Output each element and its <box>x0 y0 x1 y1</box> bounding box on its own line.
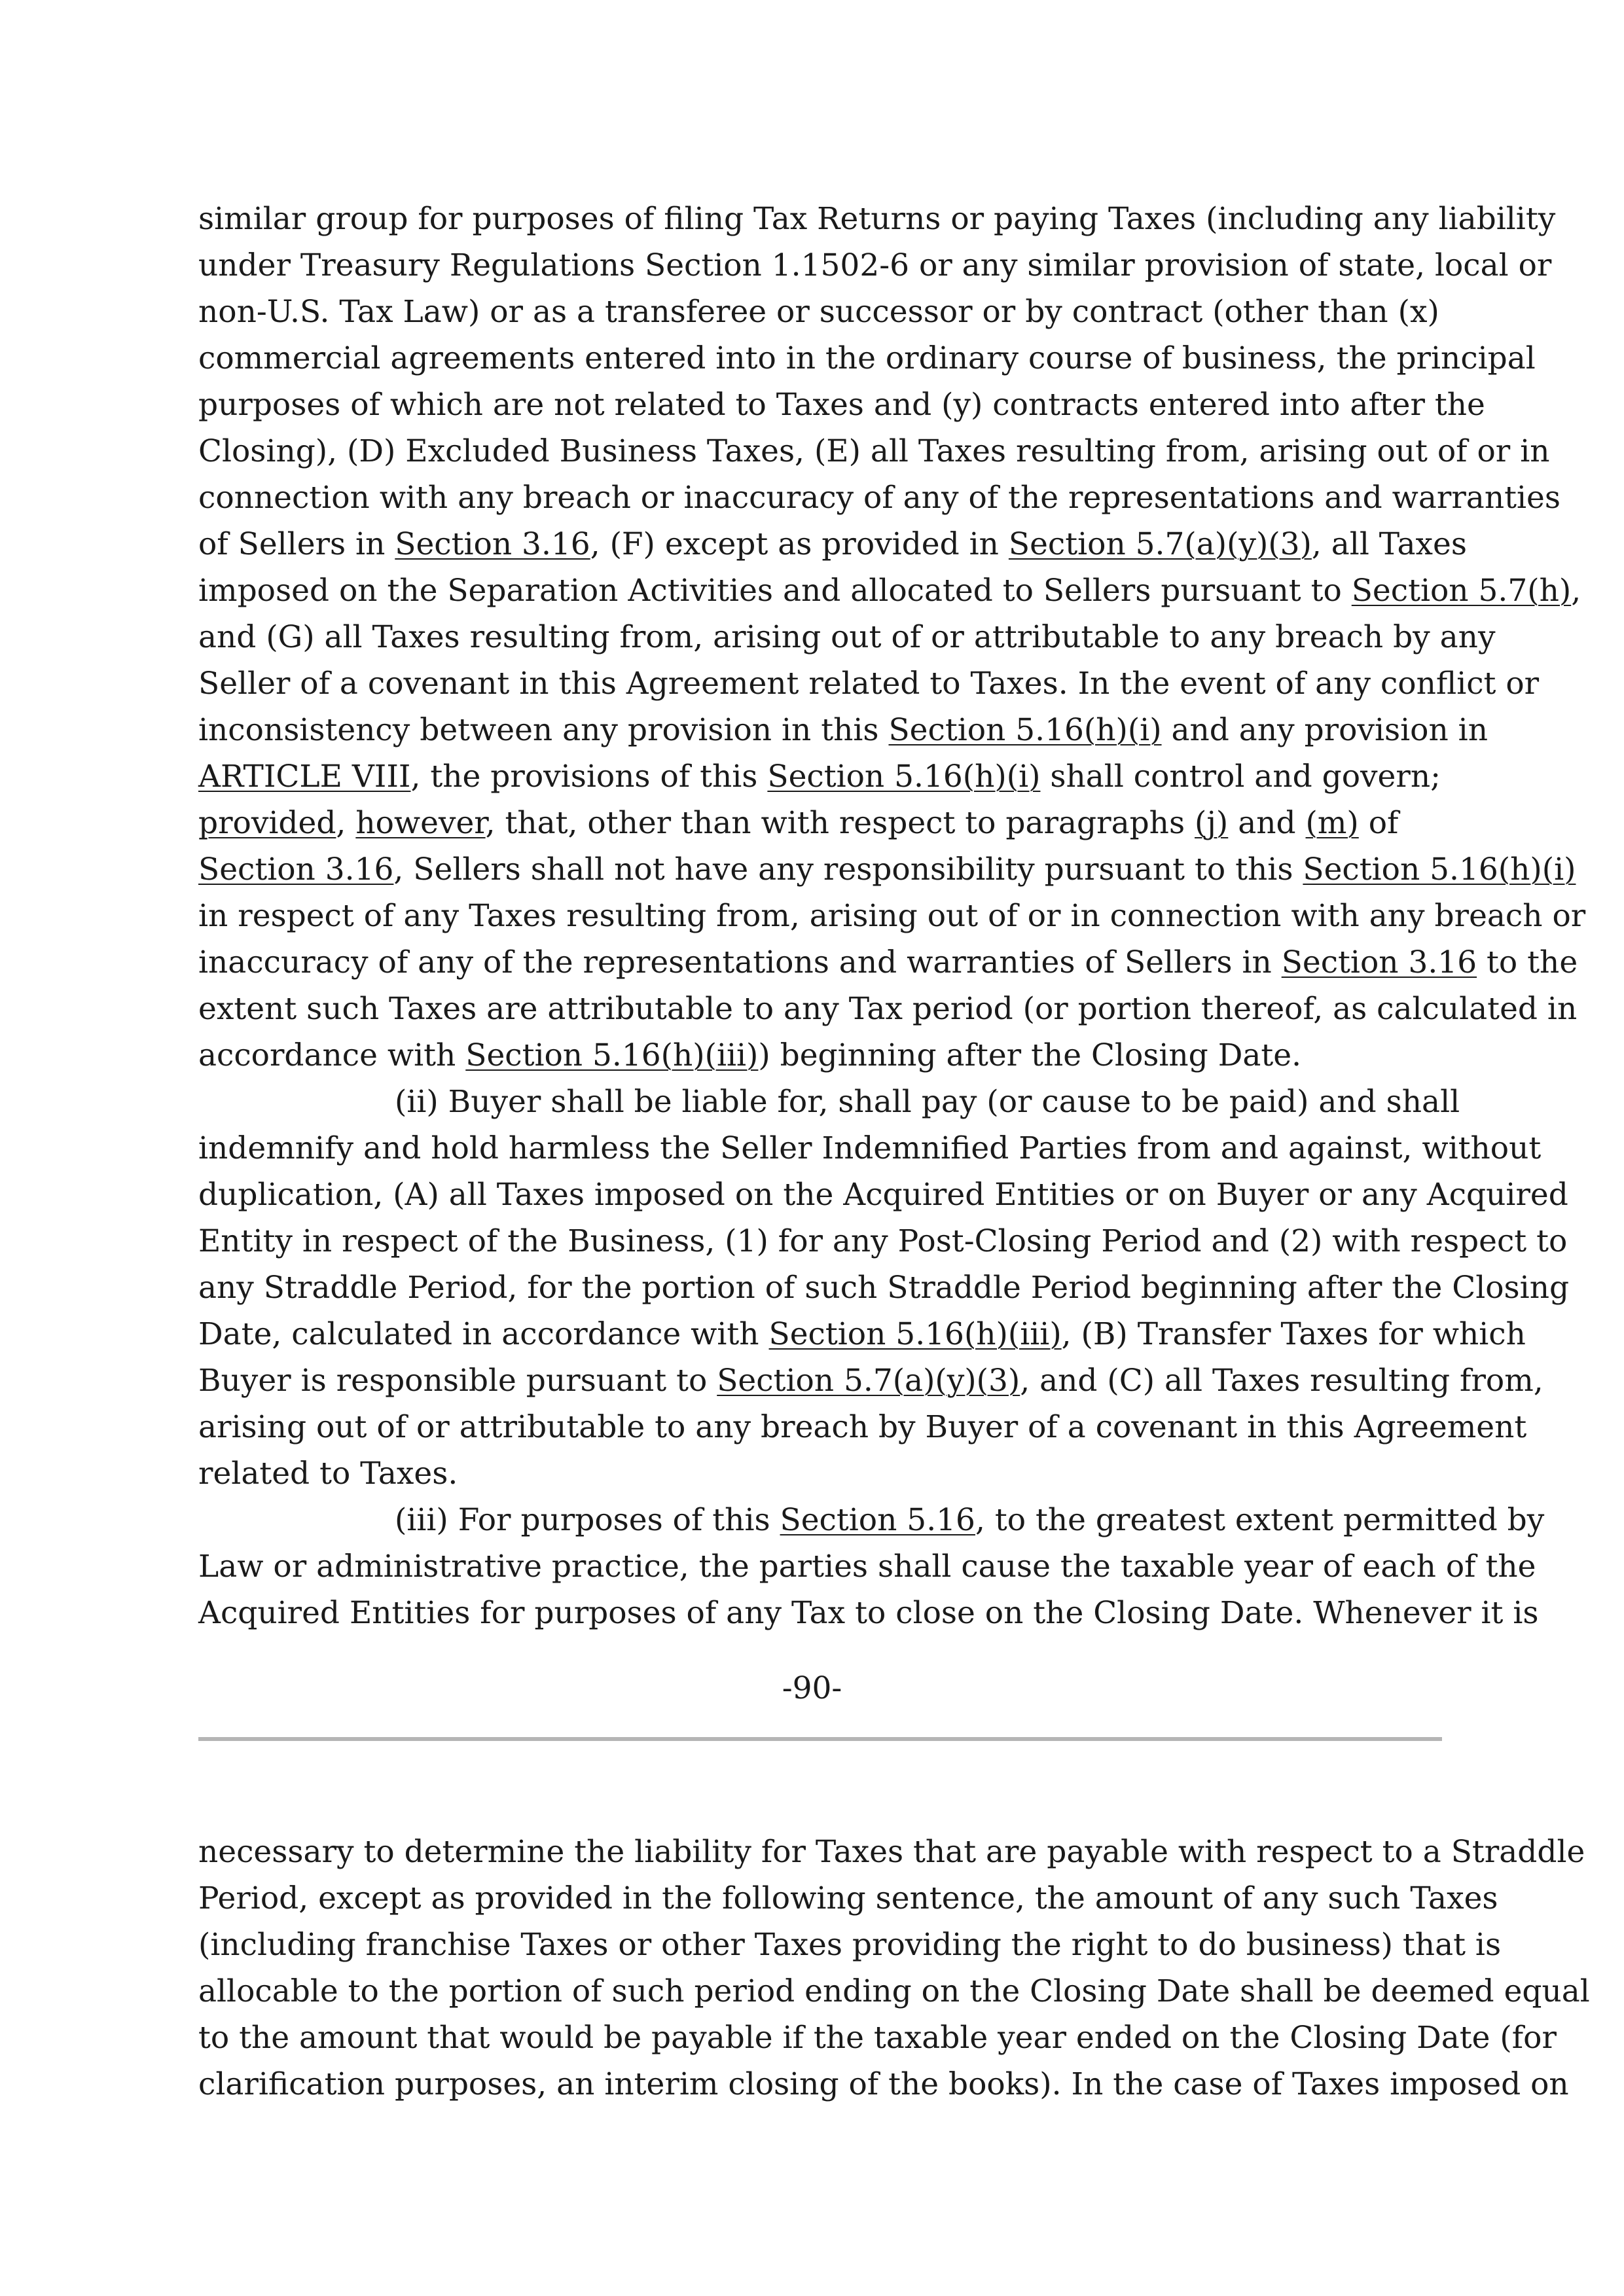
text-line <box>198 2015 1557 2061</box>
page-body-top <box>198 196 1586 1636</box>
text-line <box>198 893 1586 939</box>
text-line <box>198 939 1578 986</box>
text-line <box>198 289 1442 335</box>
cross-reference-link[interactable]: Section 5.16(h)(i) <box>1303 852 1576 888</box>
text-line <box>198 1357 1543 1404</box>
text-run: , (F) except as provided in <box>590 526 1009 562</box>
cross-reference-link[interactable]: Section 5.7(a)(y)(3) <box>1008 526 1312 562</box>
text-run: and any provision in <box>1161 712 1488 748</box>
text-run: shall control and govern; <box>1040 759 1441 795</box>
text-run: Closing), (D) Excluded Business Taxes, (E) all Taxes resulting from, arising out of or in <box>198 433 1550 469</box>
text-run: , Sellers shall not have any responsibility pursuant to this <box>393 852 1303 888</box>
text-run: non-U.S. Tax Law) or as a transferee or successor or by contract (other than (x) <box>198 294 1439 330</box>
text-line <box>198 335 1536 382</box>
text-run: , <box>1571 573 1581 609</box>
text-run: Seller of a covenant in this Agreement related to Taxes. In the event of any conflict or <box>198 666 1540 702</box>
text-run: , that, other than with respect to paragraphs <box>485 805 1195 841</box>
text-run: commercial agreements entered into in the ordinary course of business, the principal <box>198 340 1536 376</box>
text-line <box>198 1404 1527 1450</box>
text-run: extent such Taxes are attributable to any Tax period (or portion thereof, as calculated in <box>198 991 1578 1027</box>
text-line <box>198 242 1552 289</box>
text-line <box>198 1590 1539 1636</box>
text-run: and <box>1228 805 1306 841</box>
text-run: ) beginning after the Closing Date. <box>758 1037 1302 1073</box>
text-run: any Straddle Period, for the portion of such Straddle Period beginning after the Closing <box>198 1270 1570 1306</box>
text-run: of Sellers in <box>198 526 395 562</box>
text-run: accordance with <box>198 1037 466 1073</box>
text-run: arising out of or attributable to any breach by Buyer of a covenant in this Agreement <box>198 1409 1527 1445</box>
text-line <box>198 1922 1502 1968</box>
text-run: related to Taxes. <box>198 1456 458 1492</box>
text-line <box>198 475 1561 521</box>
text-run: (iii) For purposes of this <box>395 1502 780 1538</box>
text-line <box>198 2061 1569 2108</box>
text-run: , <box>336 805 356 841</box>
text-line <box>198 1265 1570 1311</box>
cross-reference-link[interactable]: Section 3.16 <box>198 852 394 888</box>
text-line <box>198 1079 1460 1125</box>
cross-reference-link[interactable]: (j) <box>1195 805 1229 841</box>
text-run: Buyer is responsible pursuant to <box>198 1363 717 1399</box>
text-line <box>198 1450 1442 1497</box>
text-line <box>198 1875 1498 1922</box>
page-number: -90- <box>782 1670 842 1706</box>
cross-reference-link[interactable]: Section 5.7(h) <box>1351 573 1572 609</box>
text-run: purposes of which are not related to Taxes and (y) contracts entered into after the <box>198 387 1485 423</box>
text-run: and (G) all Taxes resulting from, arising out of or attributable to any breach by any <box>198 619 1496 655</box>
text-line <box>198 614 1496 660</box>
text-line <box>198 196 1556 242</box>
text-line <box>198 521 1467 567</box>
text-line <box>198 1032 1442 1079</box>
text-run: duplication, (A) all Taxes imposed on the Acquired Entities or on Buyer or any Acquired <box>198 1177 1568 1213</box>
text-line <box>198 1218 1568 1265</box>
cross-reference-link[interactable]: Section 3.16 <box>1281 944 1477 980</box>
text-line <box>198 382 1485 428</box>
cross-reference-link[interactable]: Section 5.7(a)(y)(3) <box>717 1363 1020 1399</box>
text-line <box>198 1311 1526 1357</box>
text-run: , and (C) all Taxes resulting from, <box>1020 1363 1543 1399</box>
text-run: Date, calculated in accordance with <box>198 1316 769 1352</box>
text-run: Law or administrative practice, the parties shall cause the taxable year of each of the <box>198 1549 1536 1585</box>
text-run: (including franchise Taxes or other Taxes providing the right to do business) that is <box>198 1927 1502 1963</box>
text-line <box>198 428 1550 475</box>
text-line <box>198 1497 1545 1543</box>
text-run: to the <box>1477 944 1578 980</box>
text-run: , (B) Transfer Taxes for which <box>1061 1316 1526 1352</box>
text-line <box>198 1125 1542 1172</box>
page-body-bottom <box>198 1829 1590 2108</box>
text-line <box>198 660 1540 707</box>
text-run: necessary to determine the liability for Taxes that are payable with respect to a Straddle <box>198 1834 1585 1870</box>
text-run: Acquired Entities for purposes of any Tax to close on the Closing Date. Whenever it is <box>198 1595 1539 1631</box>
text-line <box>198 1543 1536 1590</box>
cross-reference-link[interactable]: ARTICLE VIII <box>198 759 411 795</box>
cross-reference-link[interactable]: Section 5.16(h)(i) <box>888 712 1162 748</box>
text-run: of <box>1358 805 1399 841</box>
text-run: inaccuracy of any of the representations and warranties of Sellers in <box>198 944 1282 980</box>
text-run: , to the greatest extent permitted by <box>975 1502 1545 1538</box>
cross-reference-link[interactable]: Section 5.16(h)(i) <box>767 759 1041 795</box>
text-run: clarification purposes, an interim closing of the books). In the case of Taxes imposed on <box>198 2066 1569 2102</box>
text-run: similar group for purposes of filing Tax Returns or paying Taxes (including any liability <box>198 201 1556 237</box>
cross-reference-link[interactable]: Section 5.16(h)(iii) <box>465 1037 759 1073</box>
text-run: imposed on the Separation Activities and allocated to Sellers pursuant to <box>198 573 1352 609</box>
text-line <box>198 800 1442 846</box>
cross-reference-link[interactable]: Section 5.16(h)(iii) <box>768 1316 1062 1352</box>
text-run: , the provisions of this <box>410 759 768 795</box>
text-run: inconsistency between any provision in this <box>198 712 889 748</box>
text-run: , all Taxes <box>1311 526 1467 562</box>
text-line <box>198 1829 1585 1875</box>
cross-reference-link[interactable]: (m) <box>1305 805 1359 841</box>
text-run: Period, except as provided in the following sentence, the amount of any such Taxes <box>198 1880 1498 1916</box>
text-line <box>198 986 1578 1032</box>
text-line <box>198 1172 1568 1218</box>
text-run: connection with any breach or inaccuracy of any of the representations and warranties <box>198 480 1561 516</box>
text-line <box>198 1968 1590 2015</box>
text-run: to the amount that would be payable if the taxable year ended on the Closing Date (for <box>198 2020 1557 2056</box>
text-line <box>198 846 1576 893</box>
text-run: indemnify and hold harmless the Seller Indemnified Parties from and against, without <box>198 1130 1542 1166</box>
cross-reference-link[interactable]: however <box>355 805 486 841</box>
text-run: (ii) Buyer shall be liable for, shall pay (or cause to be paid) and shall <box>395 1084 1460 1120</box>
text-line <box>198 567 1581 614</box>
page-divider <box>198 1737 1442 1741</box>
text-line <box>198 753 1442 800</box>
cross-reference-link[interactable]: Section 5.16 <box>780 1502 975 1538</box>
text-run: Entity in respect of the Business, (1) for any Post-Closing Period and (2) with respect to <box>198 1223 1568 1259</box>
text-run: in respect of any Taxes resulting from, arising out of or in connection with any breach or <box>198 898 1586 934</box>
text-line <box>198 707 1488 753</box>
text-run: under Treasury Regulations Section 1.1502-6 or any similar provision of state, local or <box>198 247 1552 283</box>
cross-reference-link[interactable]: provided <box>198 805 336 841</box>
cross-reference-link[interactable]: Section 3.16 <box>395 526 590 562</box>
text-run: allocable to the portion of such period ending on the Closing Date shall be deemed equal <box>198 1973 1590 2009</box>
